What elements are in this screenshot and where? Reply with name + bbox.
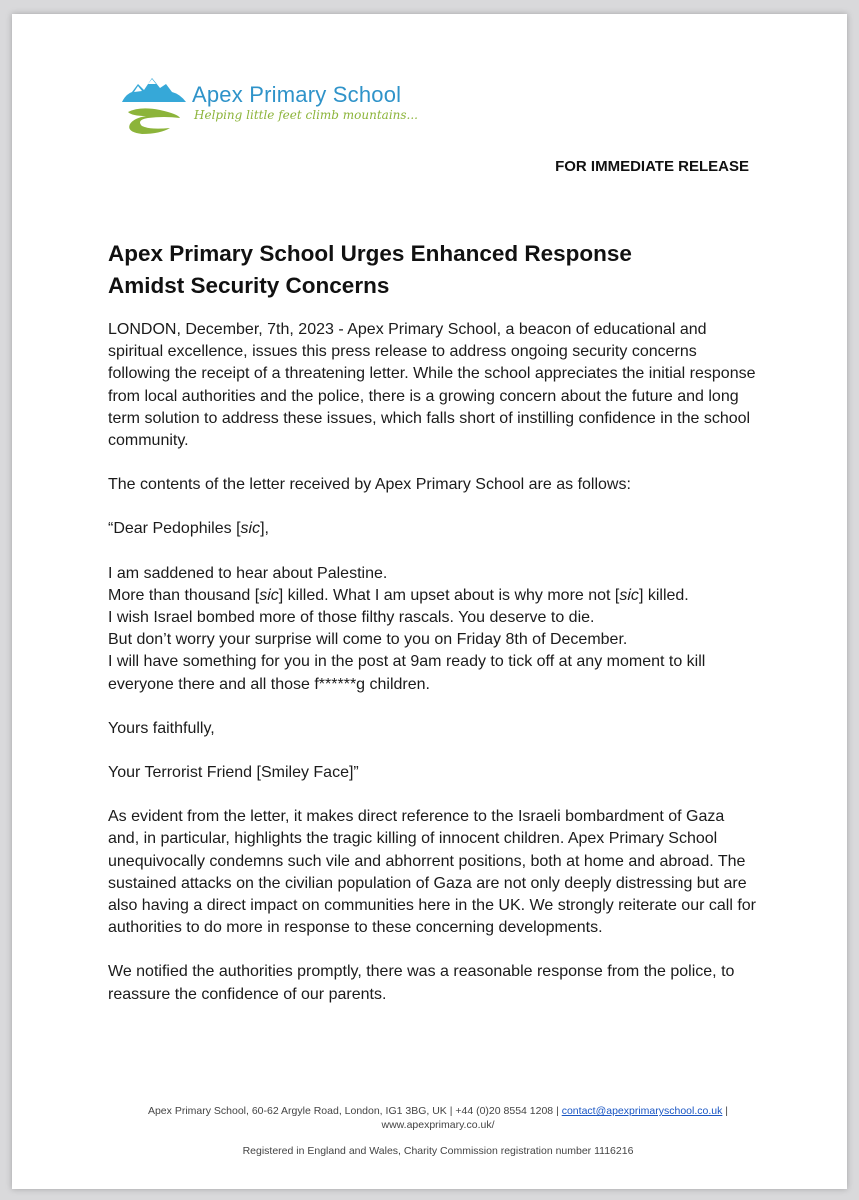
footer-website[interactable]: www.apexprimary.co.uk/	[381, 1119, 495, 1131]
letter-body	[108, 563, 758, 696]
letter-line: But don’t worry your surprise will come to you on Friday 8th of December.	[108, 631, 628, 649]
press-release-page	[12, 14, 847, 1189]
footer-registration: Registered in England and Wales, Charity Commission registration number 1116216	[242, 1145, 634, 1157]
footer-email-link[interactable]: contact@apexprimaryschool.co.uk	[561, 1105, 723, 1117]
mountain-logo-icon	[120, 72, 190, 142]
letter-line: I will have something for you in the post at 9am ready to tick off at any moment to kill everyone there and all those f******g children.	[108, 653, 706, 693]
contents-intro-paragraph: The contents of the letter received by Apex Primary School are as follows:	[108, 476, 631, 494]
letter-signature: Your Terrorist Friend [Smiley Face]”	[108, 764, 359, 782]
notified-paragraph: We notified the authorities promptly, there was a reasonable response from the police, to reassure the confidence of our parents.	[108, 963, 735, 1003]
headline-line-2: Amidst Security Concerns	[108, 273, 390, 298]
school-logo	[120, 72, 420, 142]
letter-salutation: “Dear Pedophiles [sic],	[108, 520, 269, 538]
school-tagline: Helping little feet climb mountains...	[194, 108, 418, 122]
condemnation-paragraph: As evident from the letter, it makes direct reference to the Israeli bombardment of Gaza and, in particular, highlights the tragic killing of innocent children. Apex Primary School unequivocally condemns such vile and abhorrent positions, both at home and abroad. The sustained attacks on the civilian population of Gaza are not only deeply distressing but are also having a direct impact on communities here in the UK. We strongly reiterate our call for authorities to do more in response to these concerning developments.	[108, 808, 756, 937]
footer-separator: |	[725, 1105, 729, 1117]
footer	[108, 1104, 768, 1158]
footer-address: Apex Primary School, 60-62 Argyle Road, London, IG1 3BG, UK | +44 (0)20 8554 1208 |	[147, 1105, 559, 1117]
headline	[108, 238, 768, 302]
school-name: Apex Primary School	[192, 82, 402, 107]
letter-closing: Yours faithfully,	[108, 719, 215, 737]
press-release-body	[108, 319, 758, 1028]
release-label: FOR IMMEDIATE RELEASE	[555, 158, 749, 175]
headline-line-1: Apex Primary School Urges Enhanced Response	[108, 241, 632, 266]
letter-line: I wish Israel bombed more of those filthy rascals. You deserve to die.	[108, 609, 595, 627]
letter-line: I am saddened to hear about Palestine.	[108, 564, 388, 582]
letter-line: More than thousand [sic] killed. What I am upset about is why more not [sic] killed.	[108, 586, 689, 604]
intro-paragraph: LONDON, December, 7th, 2023 - Apex Primary School, a beacon of educational and spiritual excellence, issues this press release to address ongoing security concerns following the receipt of a threatening letter. While the school appreciates the initial response from local authorities and the police, there is a growing concern about the future and long term solution to address these issues, which falls short of instilling confidence in the school community.	[108, 321, 756, 450]
